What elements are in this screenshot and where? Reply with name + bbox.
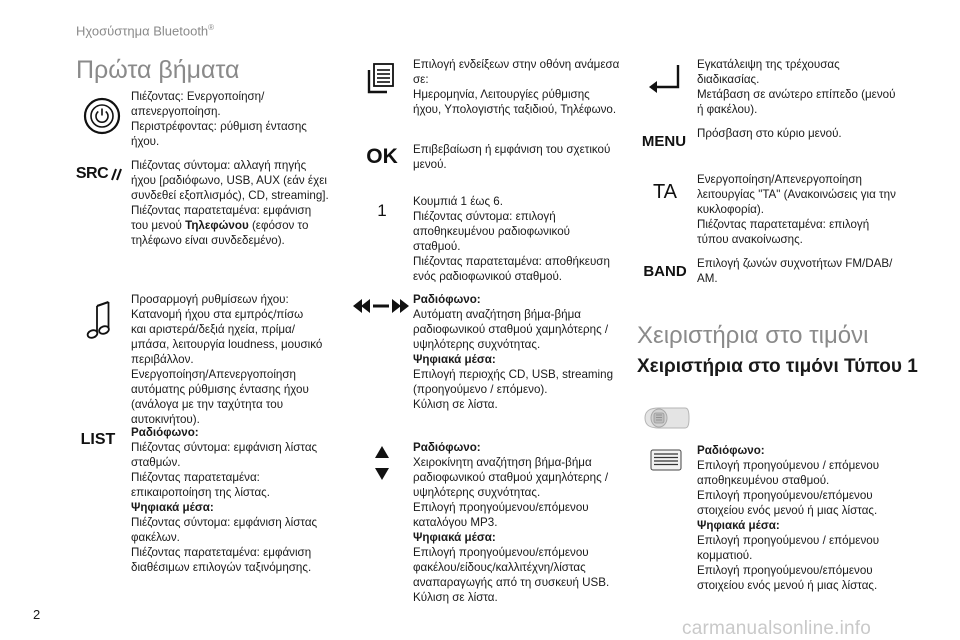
text-line: μενού.: [413, 158, 447, 171]
section-title-steering-controls: Χειριστήρια στο τιμόνι: [637, 322, 869, 349]
src-label: SRC: [75, 165, 109, 182]
text-line: Αυτόματη αναζήτηση βήμα-βήμα: [413, 308, 581, 321]
ok-label: OK: [366, 145, 398, 168]
text-heading: Ραδιόφωνο:: [413, 441, 481, 454]
steering-stalk-icon: [641, 404, 691, 432]
text-line: τηλέφωνο είναι συνδεδεμένο).: [131, 234, 285, 247]
text-line: κομματιού.: [697, 549, 753, 562]
text-line: (ανάλογα με την ταχύτητα του: [131, 398, 284, 411]
text-line: Επιλογή ζωνών συχνοτήτων FM/DAB/: [697, 257, 893, 270]
ok-description: [413, 142, 610, 172]
text-line: αυτόματης ρύθμισης έντασης ήχου: [131, 383, 309, 396]
section-title-first-steps: Πρώτα βήματα: [76, 56, 240, 84]
text-line: ραδιοφωνικού σταθμού χαμηλότερης /: [413, 471, 609, 484]
ta-label: TA: [652, 180, 678, 203]
text-line: Κουμπιά 1 έως 6.: [413, 195, 503, 208]
up-down-arrows-icon: [371, 444, 393, 482]
text-run: του μενού: [131, 219, 186, 232]
header-title: Ηχοσύστημα Bluetooth: [76, 23, 209, 39]
text-line: ή φακέλου).: [697, 103, 758, 116]
text-line: Εγκατάλειψη της τρέχουσας: [697, 58, 840, 71]
text-line: Πιέζοντας παρατεταμένα:: [131, 471, 260, 484]
text-line: Επιβεβαίωση ή εμφάνιση του σχετικού: [413, 143, 611, 156]
watermark: carmanualsonline.info: [682, 618, 872, 639]
page-number: 2: [33, 607, 41, 622]
display-mode-icon: [366, 62, 396, 96]
text-line: ενός ραδιοφωνικού σταθμού.: [413, 270, 563, 283]
seek-arrows-icon: [353, 297, 409, 315]
text-line: Επιλογή προηγούμενου/επόμενου: [413, 546, 589, 559]
text-line: αποθηκευμένου σταθμού.: [697, 474, 830, 487]
list-button-icon: [78, 430, 118, 450]
text-line: διαδικασίας.: [697, 73, 760, 86]
thumbwheel-description: [697, 443, 879, 593]
power-icon: [82, 96, 122, 136]
preset-label: 1: [377, 201, 387, 220]
text-line: ήχου.: [131, 135, 160, 148]
band-label: BAND: [643, 262, 687, 280]
text-heading: Ψηφιακά μέσα:: [697, 519, 780, 532]
text-line: αναπαραγωγής από τη συσκευή USB.: [413, 576, 610, 589]
text-line: περιβάλλον.: [131, 353, 194, 366]
text-line: Ημερομηνία, Λειτουργίες ρύθμισης: [413, 88, 590, 101]
text-line: κυκλοφορία).: [697, 203, 764, 216]
ok-button-icon: [364, 145, 400, 169]
text-line: καταλόγου MP3.: [413, 516, 498, 529]
text-line: διαθέσιμων επιλογών ταξινόμησης.: [131, 561, 312, 574]
updown-description: [413, 440, 609, 605]
text-line: επικαιροποίηση της λίστας.: [131, 486, 270, 499]
text-line: Χειροκίνητη αναζήτηση βήμα-βήμα: [413, 456, 592, 469]
music-description: [131, 292, 322, 427]
text-heading: Ραδιόφωνο:: [697, 444, 765, 457]
back-arrow-icon: [647, 63, 683, 97]
text-line: Ενεργοποίηση/Απενεργοποίηση: [697, 173, 862, 186]
display-description: [413, 57, 619, 117]
text-line: Επιλογή προηγούμενου/επόμενου: [697, 489, 873, 502]
text-line: απενεργοποίηση.: [131, 105, 221, 118]
text-line: σε:: [413, 73, 429, 86]
text-line: ήχου [ραδιόφωνο, USB, AUX (εάν έχει: [131, 174, 327, 187]
text-heading: Ραδιόφωνο:: [413, 293, 481, 306]
text-line: Κατανομή ήχου στα εμπρός/πίσω: [131, 308, 304, 321]
text-line: Κύλιση σε λίστα.: [413, 398, 498, 411]
text-line: σταθμού.: [413, 240, 461, 253]
text-line: αυτοκινήτου).: [131, 413, 200, 426]
registered-mark: ®: [208, 23, 215, 32]
text-line: και αριστερά/δεξιά ηχεία, πρίμα/: [131, 323, 295, 336]
ta-button-icon: [650, 180, 680, 204]
preset-button-icon: [372, 200, 392, 222]
text-line: φακέλου/είδους/καλλιτέχνη/λίστας: [413, 561, 586, 574]
text-line: Πιέζοντας σύντομα: εμφάνιση λίστας: [131, 441, 318, 454]
text-line: Πιέζοντας παρατεταμένα: εμφάνιση: [131, 204, 312, 217]
text-line: αποθηκευμένου ραδιοφωνικού: [413, 225, 571, 238]
music-note-icon: [86, 300, 110, 340]
subsection-title-type1: Χειριστήρια στο τιμόνι Τύπου 1: [637, 356, 918, 377]
seek-description: [413, 292, 613, 412]
text-line: Προσαρμογή ρυθμίσεων ήχου:: [131, 293, 289, 306]
text-line: ραδιοφωνικού σταθμού χαμηλότερης /: [413, 323, 609, 336]
text-line: Επιλογή ενδείξεων στην οθόνη ανάμεσα: [413, 58, 620, 71]
text-line: Επιλογή προηγούμενου/επόμενου: [697, 564, 873, 577]
text-line: στοιχείου ενός μενού ή μιας λίστας.: [697, 504, 878, 517]
src-button-icon: [74, 163, 126, 185]
ta-description: [697, 172, 896, 247]
text-line: μπάσα, λειτουργία loudness, μουσικό: [131, 338, 323, 351]
running-header: [76, 23, 214, 38]
text-heading: Ψηφιακά μέσα:: [131, 501, 214, 514]
preset-description: [413, 194, 610, 284]
text-line: Πιέζοντας παρατεταμένα: αποθήκευση: [413, 255, 610, 268]
text-line: Επιλογή προηγούμενου / επόμενου: [697, 459, 880, 472]
text-line: τύπου ανακοίνωσης.: [697, 233, 803, 246]
text-line: συνδεθεί εξοπλισμός), CD, streaming].: [131, 189, 329, 202]
band-button-icon: [639, 261, 691, 281]
text-line: Πιέζοντας: Ενεργοποίηση/: [131, 90, 265, 103]
text-heading: Ραδιόφωνο:: [131, 426, 199, 439]
menu-description: [697, 126, 842, 141]
text-line: υψηλότερης συχνότητας.: [413, 486, 541, 499]
text-line: Ενεργοποίηση/Απενεργοποίηση: [131, 368, 296, 381]
text-line: Κύλιση σε λίστα.: [413, 591, 498, 604]
thumbwheel-icon: [649, 448, 683, 472]
text-line: Πιέζοντας σύντομα: αλλαγή πηγής: [131, 159, 307, 172]
text-line: σταθμών.: [131, 456, 181, 469]
text-line: υψηλότερης συχνότητας.: [413, 338, 541, 351]
text-line: Πιέζοντας παρατεταμένα: εμφάνιση: [131, 546, 312, 559]
src-slashes-icon: [110, 166, 124, 182]
text-line: Πιέζοντας σύντομα: επιλογή: [413, 210, 556, 223]
text-line: Περιστρέφοντας: ρύθμιση έντασης: [131, 120, 307, 133]
text-line: [131, 218, 329, 233]
list-description: [131, 425, 317, 575]
text-line: AM.: [697, 272, 718, 285]
text-run: (εφόσον το: [248, 219, 309, 232]
text-line: Μετάβαση σε ανώτερο επίπεδο (μενού: [697, 88, 896, 101]
text-line: Πρόσβαση στο κύριο μενού.: [697, 127, 842, 140]
back-description: [697, 57, 895, 117]
src-description: [131, 158, 329, 248]
text-line: Επιλογή προηγούμενου / επόμενου: [697, 534, 880, 547]
text-line: φακέλων.: [131, 531, 180, 544]
text-line: ήχου, Υπολογιστής ταξιδιού, Τηλέφωνο.: [413, 103, 617, 116]
text-line: (προηγούμενο / επόμενο).: [413, 383, 548, 396]
text-line: στοιχείου ενός μενού ή μιας λίστας.: [697, 579, 878, 592]
text-line: Πιέζοντας σύντομα: εμφάνιση λίστας: [131, 516, 318, 529]
text-line: λειτουργίας "TA" (Ανακοινώσεις για την: [697, 188, 896, 201]
phone-menu-bold: Τηλεφώνου: [185, 219, 249, 232]
list-label: LIST: [80, 431, 116, 448]
text-heading: Ψηφιακά μέσα:: [413, 531, 496, 544]
band-description: [697, 256, 892, 286]
menu-button-icon: [639, 131, 689, 151]
text-line: Πιέζοντας παρατεταμένα: επιλογή: [697, 218, 870, 231]
menu-label: MENU: [641, 132, 687, 150]
text-line: Επιλογή προηγούμενου/επόμενου: [413, 501, 589, 514]
text-line: Επιλογή περιοχής CD, USB, streaming: [413, 368, 614, 381]
power-description: [131, 89, 307, 149]
text-heading: Ψηφιακά μέσα:: [413, 353, 496, 366]
